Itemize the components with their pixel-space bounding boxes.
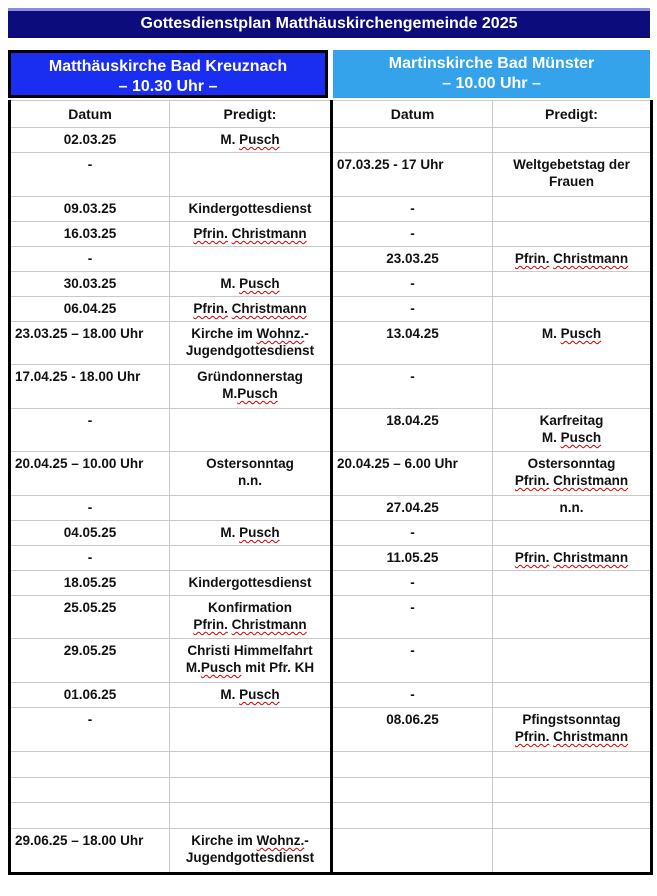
left-date-cell: 09.03.25 [10,197,170,222]
left-preacher-cell [170,153,332,197]
right-date-cell: 18.04.25 [332,409,493,452]
table-row [10,153,652,197]
left-preacher-cell: Pfrin. Christmann [170,297,332,322]
left-preacher-cell: M. Pusch [170,521,332,546]
left-preacher-cell [170,546,332,571]
table-row [10,452,652,496]
right-date-cell [332,829,493,874]
left-date-cell [10,803,170,829]
right-preacher-cell [493,829,652,874]
left-date-cell: 30.03.25 [10,272,170,297]
right-preacher-cell: Pfrin. Christmann [493,546,652,571]
table-row [10,222,652,247]
right-church-header [333,50,650,98]
schedule-rows [10,128,652,874]
left-preacher-cell: Pfrin. Christmann [170,222,332,247]
schedule-table [8,100,653,875]
right-date-cell [332,128,493,153]
table-row [10,596,652,639]
right-date-cell: - [332,596,493,639]
right-preacher-cell [493,803,652,829]
table-row [10,322,652,365]
left-date-cell [10,752,170,778]
left-date-header: Datum [10,101,170,128]
table-row [10,778,652,803]
left-preacher-cell [170,409,332,452]
right-preacher-cell [493,222,652,247]
left-date-cell: - [10,153,170,197]
left-date-cell: 01.06.25 [10,683,170,708]
table-row [10,496,652,521]
table-row [10,297,652,322]
right-date-cell: - [332,297,493,322]
table-row [10,247,652,272]
right-preacher-cell [493,272,652,297]
table-row [10,197,652,222]
right-church-time: – 10.00 Uhr – [442,75,541,92]
left-preacher-cell [170,708,332,752]
table-row [10,803,652,829]
table-row [10,683,652,708]
right-preacher-cell: n.n. [493,496,652,521]
left-preacher-cell: M. Pusch [170,272,332,297]
right-preacher-cell [493,128,652,153]
left-preacher-cell [170,803,332,829]
right-preacher-cell [493,297,652,322]
right-date-cell: - [332,197,493,222]
left-preacher-cell: Christi Himmelfahrt M.Pusch mit Pfr. KH [170,639,332,683]
table-row [10,128,652,153]
left-date-cell: 04.05.25 [10,521,170,546]
left-date-cell [10,778,170,803]
left-preacher-cell [170,778,332,803]
left-date-cell: 29.06.25 – 18.00 Uhr [10,829,170,874]
left-date-cell: 18.05.25 [10,571,170,596]
table-row [10,521,652,546]
right-preacher-cell: Weltgebetstag der Frauen [493,153,652,197]
right-date-cell: - [332,521,493,546]
right-date-cell: 11.05.25 [332,546,493,571]
left-preacher-cell: Kirche im Wohnz.- Jugendgottesdienst [170,322,332,365]
right-preacher-cell [493,521,652,546]
left-date-cell: 29.05.25 [10,639,170,683]
left-preacher-cell: Kirche im Wohnz.- Jugendgottesdienst [170,829,332,874]
right-date-cell [332,752,493,778]
left-date-cell: 16.03.25 [10,222,170,247]
left-preacher-cell: M. Pusch [170,128,332,153]
right-preacher-cell [493,639,652,683]
right-preacher-cell [493,596,652,639]
table-row [10,829,652,874]
table-row [10,546,652,571]
right-preacher-cell [493,197,652,222]
left-date-cell: 06.04.25 [10,297,170,322]
left-date-cell: - [10,708,170,752]
left-preacher-cell: Kindergottesdienst [170,197,332,222]
right-date-cell: 08.06.25 [332,708,493,752]
right-date-cell: - [332,639,493,683]
left-date-cell: - [10,409,170,452]
right-date-cell: - [332,571,493,596]
right-date-cell [332,778,493,803]
right-preacher-cell [493,752,652,778]
left-preacher-cell: Gründonnerstag M.Pusch [170,365,332,409]
right-date-cell: 20.04.25 – 6.00 Uhr [332,452,493,496]
right-date-cell: - [332,683,493,708]
right-preacher-cell: M. Pusch [493,322,652,365]
left-preacher-cell: Konfirmation Pfrin. Christmann [170,596,332,639]
right-preacher-cell: Ostersonntag Pfrin. Christmann [493,452,652,496]
left-preacher-cell [170,752,332,778]
right-date-cell [332,803,493,829]
right-church-name: Martinskirche Bad Münster [388,55,595,72]
right-preacher-cell: Pfingstsonntag Pfrin. Christmann [493,708,652,752]
left-church-time: – 10.30 Uhr – [118,78,218,95]
right-preacher-cell [493,365,652,409]
table-row [10,571,652,596]
left-preacher-cell [170,496,332,521]
right-preacher-cell [493,571,652,596]
left-church-name: Matthäuskirche Bad Kreuznach [48,58,288,75]
right-preacher-cell [493,683,652,708]
table-header-row [10,101,652,128]
left-date-cell: 17.04.25 - 18.00 Uhr [10,365,170,409]
right-preacher-header: Predigt: [493,101,652,128]
left-preacher-cell [170,247,332,272]
right-date-cell: 27.04.25 [332,496,493,521]
right-date-cell: - [332,272,493,297]
left-date-cell: 25.05.25 [10,596,170,639]
right-date-header: Datum [332,101,493,128]
left-date-cell: 23.03.25 – 18.00 Uhr [10,322,170,365]
table-row [10,752,652,778]
left-church-header [8,50,328,98]
table-row [10,272,652,297]
right-date-cell: 07.03.25 - 17 Uhr [332,153,493,197]
right-date-cell: - [332,222,493,247]
left-preacher-cell: Kindergottesdienst [170,571,332,596]
table-row [10,708,652,752]
right-date-cell: 23.03.25 [332,247,493,272]
left-preacher-cell: M. Pusch [170,683,332,708]
right-preacher-cell [493,778,652,803]
left-date-cell: 02.03.25 [10,128,170,153]
table-row [10,639,652,683]
left-date-cell: - [10,496,170,521]
page-title: Gottesdienstplan Matthäuskirchengemeinde 2025 [8,8,650,38]
left-preacher-header: Predigt: [170,101,332,128]
right-date-cell: - [332,365,493,409]
table-row [10,365,652,409]
right-preacher-cell: Karfreitag M. Pusch [493,409,652,452]
left-date-cell: 20.04.25 – 10.00 Uhr [10,452,170,496]
right-date-cell: 13.04.25 [332,322,493,365]
right-preacher-cell: Pfrin. Christmann [493,247,652,272]
left-preacher-cell: Ostersonntag n.n. [170,452,332,496]
table-row [10,409,652,452]
left-date-cell: - [10,247,170,272]
left-date-cell: - [10,546,170,571]
